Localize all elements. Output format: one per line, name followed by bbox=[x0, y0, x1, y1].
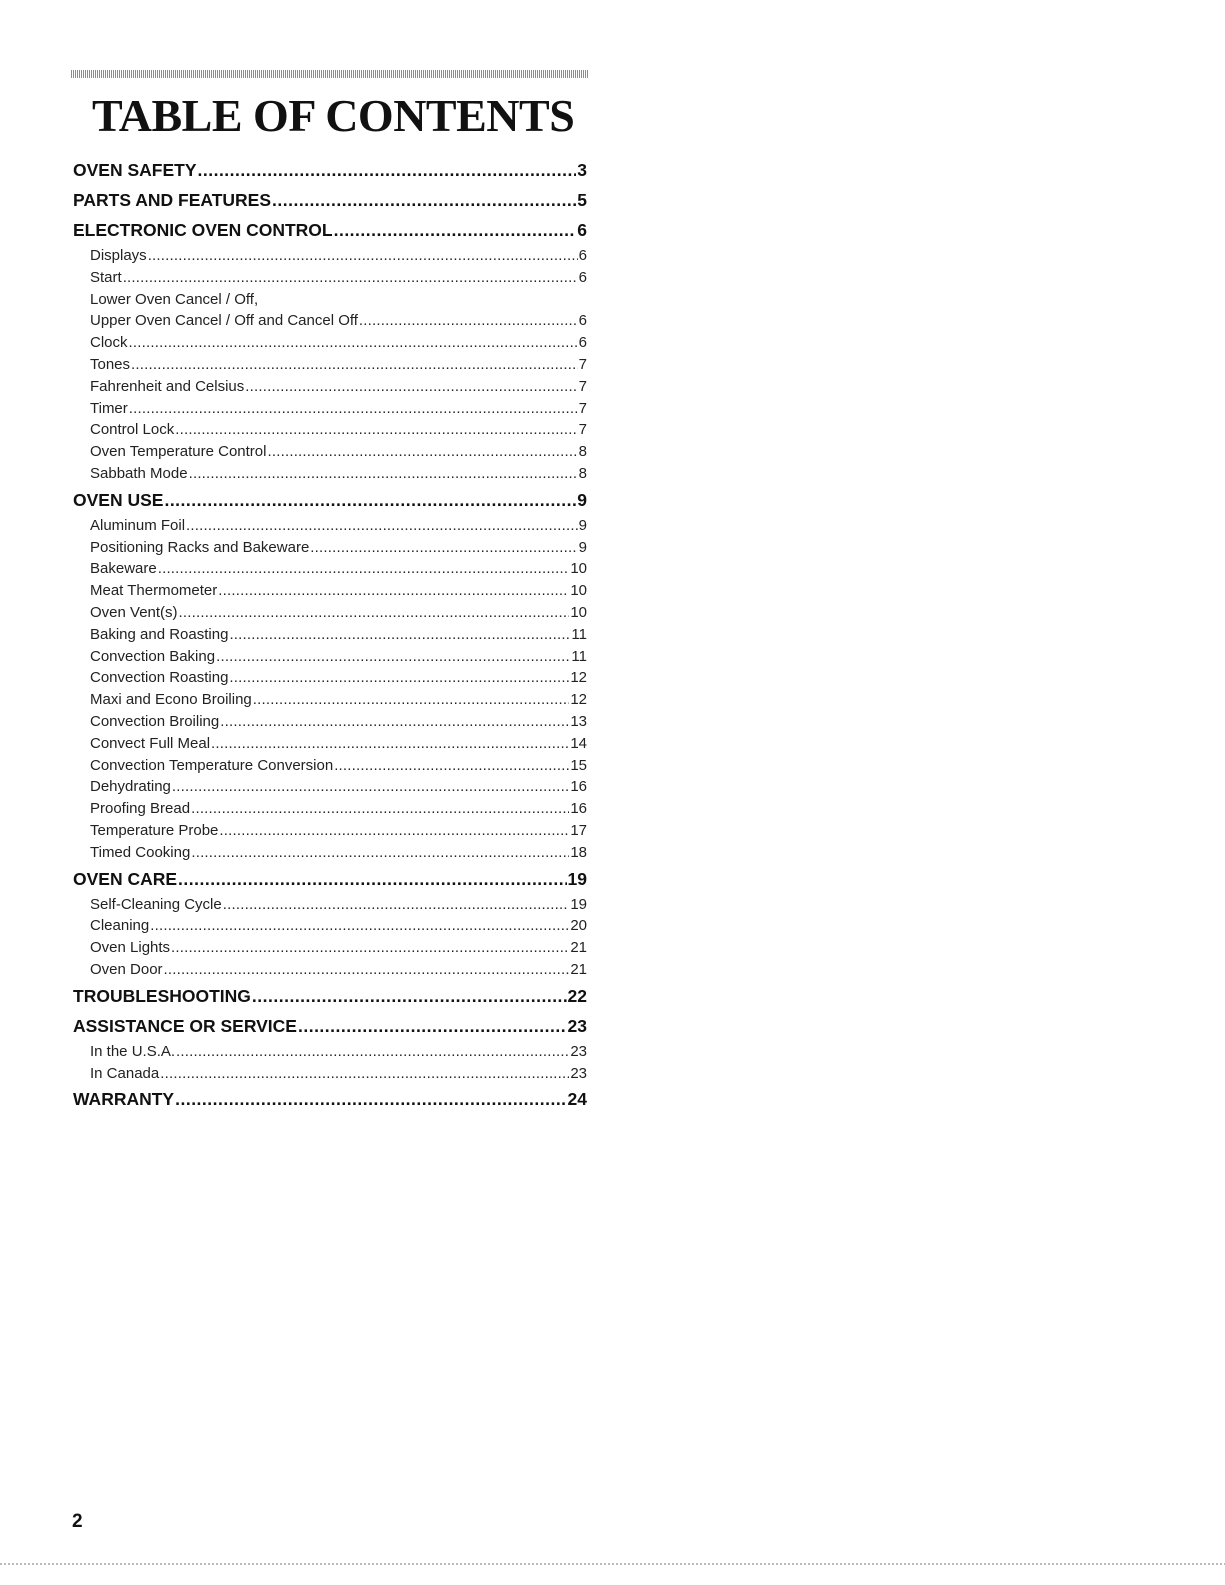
toc-dot-leader bbox=[164, 485, 576, 515]
toc-entry-label: Dehydrating bbox=[90, 778, 171, 796]
toc-subsection-entry bbox=[73, 332, 587, 354]
toc-subsection-entry bbox=[73, 667, 587, 689]
toc-dot-leader bbox=[175, 419, 577, 441]
toc-entry-label: Upper Oven Cancel / Off and Cancel Off bbox=[90, 312, 358, 330]
toc-section-entry bbox=[73, 981, 587, 1011]
toc-dot-leader bbox=[229, 624, 570, 646]
toc-dot-leader bbox=[219, 820, 569, 842]
toc-dot-leader bbox=[211, 733, 569, 755]
toc-entry-page: 3 bbox=[577, 160, 587, 180]
toc-dot-leader bbox=[171, 937, 569, 959]
toc-entry-page: 7 bbox=[578, 399, 587, 417]
toc-entry-page: 17 bbox=[570, 821, 587, 839]
toc-subsection-entry bbox=[73, 937, 587, 959]
toc-entry-page: 14 bbox=[570, 734, 587, 752]
toc-dot-leader bbox=[218, 580, 569, 602]
toc-dot-leader bbox=[191, 798, 569, 820]
toc-entry-label: In the U.S.A. bbox=[90, 1042, 176, 1060]
toc-entry-label: OVEN SAFETY bbox=[73, 160, 197, 180]
toc-subsection-entry bbox=[73, 798, 587, 820]
toc-entry-page: 11 bbox=[571, 647, 587, 665]
toc-entry-page: 13 bbox=[570, 712, 587, 730]
toc-dot-leader bbox=[245, 376, 577, 398]
toc-dot-leader bbox=[272, 185, 576, 215]
toc-subsection-entry bbox=[73, 580, 587, 602]
toc-section-entry bbox=[73, 1084, 587, 1114]
toc-dot-leader bbox=[186, 515, 578, 537]
toc-entry-label: Maxi and Econo Broiling bbox=[90, 691, 252, 709]
toc-entry-page: 21 bbox=[570, 960, 587, 978]
toc-entry-label: Bakeware bbox=[90, 560, 157, 578]
toc-subsection-entry bbox=[73, 689, 587, 711]
toc-entry-label: Lower Oven Cancel / Off, bbox=[90, 290, 259, 308]
toc-entry-label: ELECTRONIC OVEN CONTROL bbox=[73, 220, 333, 240]
toc-dot-leader bbox=[198, 155, 577, 185]
toc-entry-label: Cleaning bbox=[90, 917, 150, 935]
toc-entry-label: Convection Baking bbox=[90, 647, 216, 665]
toc-dot-leader bbox=[123, 267, 578, 289]
toc-entry-page: 23 bbox=[570, 1064, 587, 1082]
toc-entry-page: 10 bbox=[570, 582, 587, 600]
toc-dot-leader bbox=[191, 842, 569, 864]
toc-subsection-entry bbox=[73, 602, 587, 624]
toc-entry-page: 9 bbox=[578, 538, 587, 556]
toc-dot-leader bbox=[176, 1041, 569, 1063]
toc-subsection-entry bbox=[73, 776, 587, 798]
toc-entry-page: 6 bbox=[577, 220, 587, 240]
toc-dot-leader bbox=[150, 915, 569, 937]
toc-dot-leader bbox=[267, 441, 577, 463]
toc-subsection-entry bbox=[73, 842, 587, 864]
toc-entry-page: 7 bbox=[578, 421, 587, 439]
toc-subsection-entry bbox=[73, 646, 587, 668]
toc-entry-label: PARTS AND FEATURES bbox=[73, 190, 272, 210]
toc-dot-leader bbox=[223, 894, 570, 916]
toc-entry-label: Oven Door bbox=[90, 960, 163, 978]
toc-dot-leader bbox=[334, 215, 577, 245]
toc-entry-page: 18 bbox=[570, 843, 587, 861]
toc-subsection-entry bbox=[73, 915, 587, 937]
toc-subsection-entry bbox=[73, 267, 587, 289]
toc-entry-label: Fahrenheit and Celsius bbox=[90, 377, 245, 395]
toc-dot-leader bbox=[172, 776, 569, 798]
toc-entry-label: Proofing Bread bbox=[90, 800, 191, 818]
toc-section-entry bbox=[73, 185, 587, 215]
toc-entry-page: 20 bbox=[570, 917, 587, 935]
toc-section-entry bbox=[73, 215, 587, 245]
toc-dot-leader bbox=[160, 1063, 569, 1085]
footer-rule bbox=[0, 1563, 1225, 1565]
toc-section-entry bbox=[73, 864, 587, 894]
toc-entry-page: 6 bbox=[578, 268, 587, 286]
toc-entry-label: OVEN CARE bbox=[73, 868, 178, 889]
toc-dot-leader bbox=[131, 354, 578, 376]
toc-dot-leader bbox=[310, 537, 577, 559]
toc-entry-page: 12 bbox=[570, 691, 587, 709]
toc-entry-page: 9 bbox=[577, 489, 587, 510]
toc-entry-page: 12 bbox=[570, 669, 587, 687]
toc-dot-leader bbox=[229, 667, 569, 689]
toc-subsection-entry bbox=[73, 959, 587, 981]
toc-entry-page: 19 bbox=[567, 868, 587, 889]
header-rule bbox=[71, 70, 589, 78]
toc-entry-page: 7 bbox=[578, 377, 587, 395]
toc-subsection-entry bbox=[73, 733, 587, 755]
toc-entry-page: 7 bbox=[578, 355, 587, 373]
toc-dot-leader bbox=[129, 398, 578, 420]
toc-dot-leader bbox=[359, 310, 578, 332]
toc-entry-label: Oven Lights bbox=[90, 939, 171, 957]
toc-entry-page: 22 bbox=[567, 985, 587, 1006]
toc-entry-label: Displays bbox=[90, 247, 147, 264]
toc-entry-label: In Canada bbox=[90, 1064, 160, 1082]
toc-subsection-entry bbox=[73, 289, 587, 311]
page-title: TABLE OF CONTENTS bbox=[92, 90, 575, 141]
toc-entry-page: 9 bbox=[578, 516, 587, 534]
toc-dot-leader bbox=[179, 602, 570, 624]
toc-entry-page: 23 bbox=[567, 1015, 587, 1036]
toc-subsection-entry bbox=[73, 310, 587, 332]
toc-entry-label: TROUBLESHOOTING bbox=[73, 985, 251, 1006]
toc-entry-page: 5 bbox=[577, 190, 587, 210]
toc-subsection-entry bbox=[73, 398, 587, 420]
toc-entry-page: 24 bbox=[567, 1089, 587, 1110]
toc-dot-leader bbox=[175, 1084, 566, 1114]
toc-entry-page: 15 bbox=[570, 756, 587, 774]
toc-entry-page: 6 bbox=[578, 312, 587, 330]
toc-subsection-entry bbox=[73, 515, 587, 537]
toc-entry-page: 6 bbox=[578, 334, 587, 352]
toc-subsection-entry bbox=[73, 711, 587, 733]
toc-entry-label: Positioning Racks and Bakeware bbox=[90, 538, 310, 556]
toc-entry-label: WARRANTY bbox=[73, 1089, 175, 1110]
toc-section-entry bbox=[73, 485, 587, 515]
toc-subsection-entry bbox=[73, 354, 587, 376]
toc-subsection-entry bbox=[73, 624, 587, 646]
toc-entry-label: Control Lock bbox=[90, 421, 175, 439]
toc-subsection-entry bbox=[73, 1063, 587, 1085]
toc-dot-leader bbox=[253, 689, 570, 711]
toc-dot-leader bbox=[189, 463, 578, 485]
toc-entry-label: Sabbath Mode bbox=[90, 464, 188, 482]
toc-subsection-entry bbox=[73, 894, 587, 916]
toc-entry-page: 10 bbox=[570, 603, 587, 621]
toc-entry-page: 23 bbox=[570, 1042, 587, 1060]
table-of-contents bbox=[73, 155, 587, 1114]
toc-entry-page: 21 bbox=[570, 939, 587, 957]
toc-subsection-entry bbox=[73, 558, 587, 580]
toc-dot-leader bbox=[220, 711, 569, 733]
toc-section-entry bbox=[73, 1011, 587, 1041]
toc-dot-leader bbox=[158, 558, 570, 580]
toc-entry-page: 10 bbox=[570, 560, 587, 578]
toc-entry-label: Timed Cooking bbox=[90, 843, 191, 861]
toc-subsection-entry bbox=[73, 441, 587, 463]
toc-entry-page: 16 bbox=[570, 778, 587, 796]
toc-subsection-entry bbox=[73, 820, 587, 842]
toc-entry-label: Convection Broiling bbox=[90, 712, 220, 730]
toc-subsection-entry bbox=[73, 419, 587, 441]
toc-entry-label: Tones bbox=[90, 355, 131, 373]
toc-entry-page: 6 bbox=[578, 247, 587, 264]
toc-entry-label: Oven Vent(s) bbox=[90, 603, 178, 621]
toc-entry-label: Convection Roasting bbox=[90, 669, 229, 687]
toc-entry-page: 16 bbox=[570, 800, 587, 818]
toc-entry-label: Self-Cleaning Cycle bbox=[90, 895, 222, 913]
toc-entry-label: Start bbox=[90, 268, 122, 286]
toc-entry-page: 8 bbox=[578, 464, 587, 482]
toc-entry-page: 8 bbox=[578, 443, 587, 461]
toc-entry-label: Aluminum Foil bbox=[90, 516, 186, 534]
toc-subsection-entry bbox=[73, 376, 587, 398]
toc-entry-label: Oven Temperature Control bbox=[90, 443, 267, 461]
toc-entry-label: OVEN USE bbox=[73, 489, 164, 510]
toc-dot-leader bbox=[216, 646, 570, 668]
toc-entry-label: Convect Full Meal bbox=[90, 734, 211, 752]
toc-subsection-entry bbox=[73, 1041, 587, 1063]
toc-dot-leader bbox=[148, 245, 578, 267]
toc-entry-page: 11 bbox=[571, 625, 587, 643]
toc-subsection-entry bbox=[73, 755, 587, 777]
toc-entry-label: Temperature Probe bbox=[90, 821, 219, 839]
toc-dot-leader bbox=[298, 1011, 567, 1041]
toc-entry-page: 19 bbox=[570, 895, 587, 913]
toc-entry-label: Baking and Roasting bbox=[90, 625, 229, 643]
toc-dot-leader bbox=[334, 755, 569, 777]
toc-entry-label: Convection Temperature Conversion bbox=[90, 756, 334, 774]
toc-dot-leader bbox=[252, 981, 567, 1011]
toc-section-entry bbox=[73, 155, 587, 185]
toc-entry-label: Clock bbox=[90, 334, 128, 352]
toc-entry-label: Meat Thermometer bbox=[90, 582, 218, 600]
toc-entry-label: Timer bbox=[90, 399, 128, 417]
toc-subsection-entry bbox=[73, 463, 587, 485]
toc-subsection-entry bbox=[73, 537, 587, 559]
toc-dot-leader bbox=[164, 959, 570, 981]
toc-dot-leader bbox=[129, 332, 578, 354]
toc-dot-leader bbox=[178, 864, 566, 894]
page-number: 2 bbox=[72, 1511, 83, 1532]
toc-entry-label: ASSISTANCE OR SERVICE bbox=[73, 1015, 297, 1036]
toc-subsection-entry bbox=[73, 245, 587, 267]
